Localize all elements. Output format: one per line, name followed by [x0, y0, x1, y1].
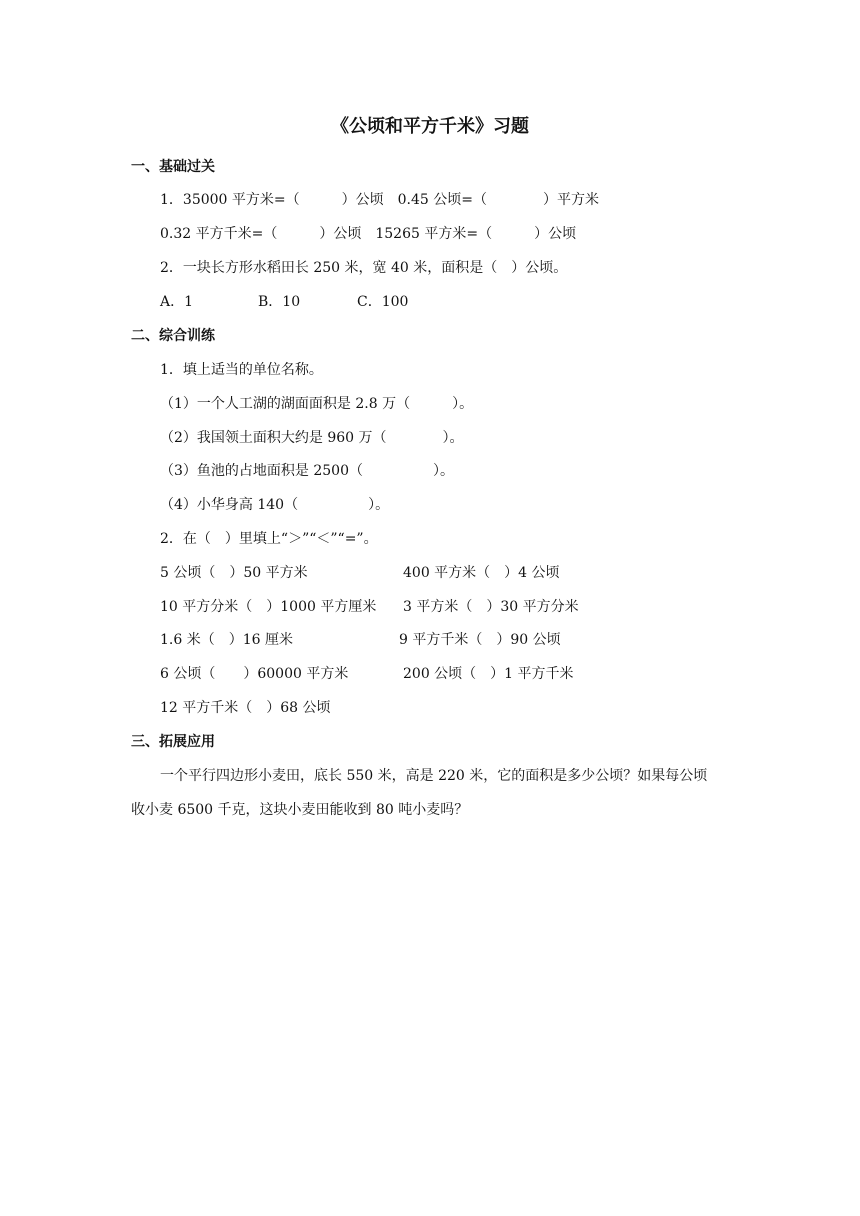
sub-question: （1）一个人工湖的湖面面积是 2.8 万（ ）。	[160, 396, 474, 412]
section-heading-basic: 一、基础过关	[131, 159, 215, 175]
compare-left: 1.6 米（ ）16 厘米	[160, 632, 293, 648]
section-heading-extension: 三、拓展应用	[131, 734, 215, 750]
question-text: 0.32 平方千米=（ ）公顷 15265 平方米=（ ）公顷	[160, 226, 577, 242]
sub-question: （3）鱼池的占地面积是 2500（ ）。	[160, 463, 454, 479]
question-text: 2．一块长方形水稻田长 250 米，宽 40 米，面积是（ ）公顷。	[160, 260, 568, 276]
compare-left: 6 公顷（ ）60000 平方米	[160, 666, 349, 682]
sub-question: （2）我国领土面积大约是 960 万（ ）。	[160, 430, 464, 446]
option-c: C．100	[357, 294, 409, 310]
compare-left: 10 平方分米（ ）1000 平方厘米	[160, 599, 377, 615]
sub-question: （4）小华身高 140（ ）。	[160, 497, 390, 513]
compare-right: 400 平方米（ ）4 公顷	[403, 565, 560, 581]
compare-left: 12 平方千米（ ）68 公顷	[160, 700, 331, 716]
problem-text: 收小麦 6500 千克，这块小麦田能收到 80 吨小麦吗？	[131, 802, 469, 818]
section-heading-training: 二、综合训练	[131, 328, 215, 344]
question-text: 2．在（ ）里填上“＞”“＜”“=”。	[160, 531, 378, 547]
compare-right: 200 公顷（ ）1 平方千米	[403, 666, 574, 682]
compare-right: 3 平方米（ ）30 平方分米	[403, 599, 579, 615]
problem-text: 一个平行四边形小麦田，底长 550 米，高是 220 米，它的面积是多少公顷？如果每公顷	[160, 768, 708, 784]
document-title: 《公顷和平方千米》习题	[331, 116, 529, 137]
compare-left: 5 公顷（ ）50 平方米	[160, 565, 308, 581]
question-text: 1．35000 平方米=（ ）公顷 0.45 公顷=（ ）平方米	[160, 192, 599, 208]
compare-right: 9 平方千米（ ）90 公顷	[399, 632, 561, 648]
question-text: 1．填上适当的单位名称。	[160, 362, 323, 378]
option-a: A．1	[160, 294, 194, 310]
option-b: B．10	[258, 294, 301, 310]
